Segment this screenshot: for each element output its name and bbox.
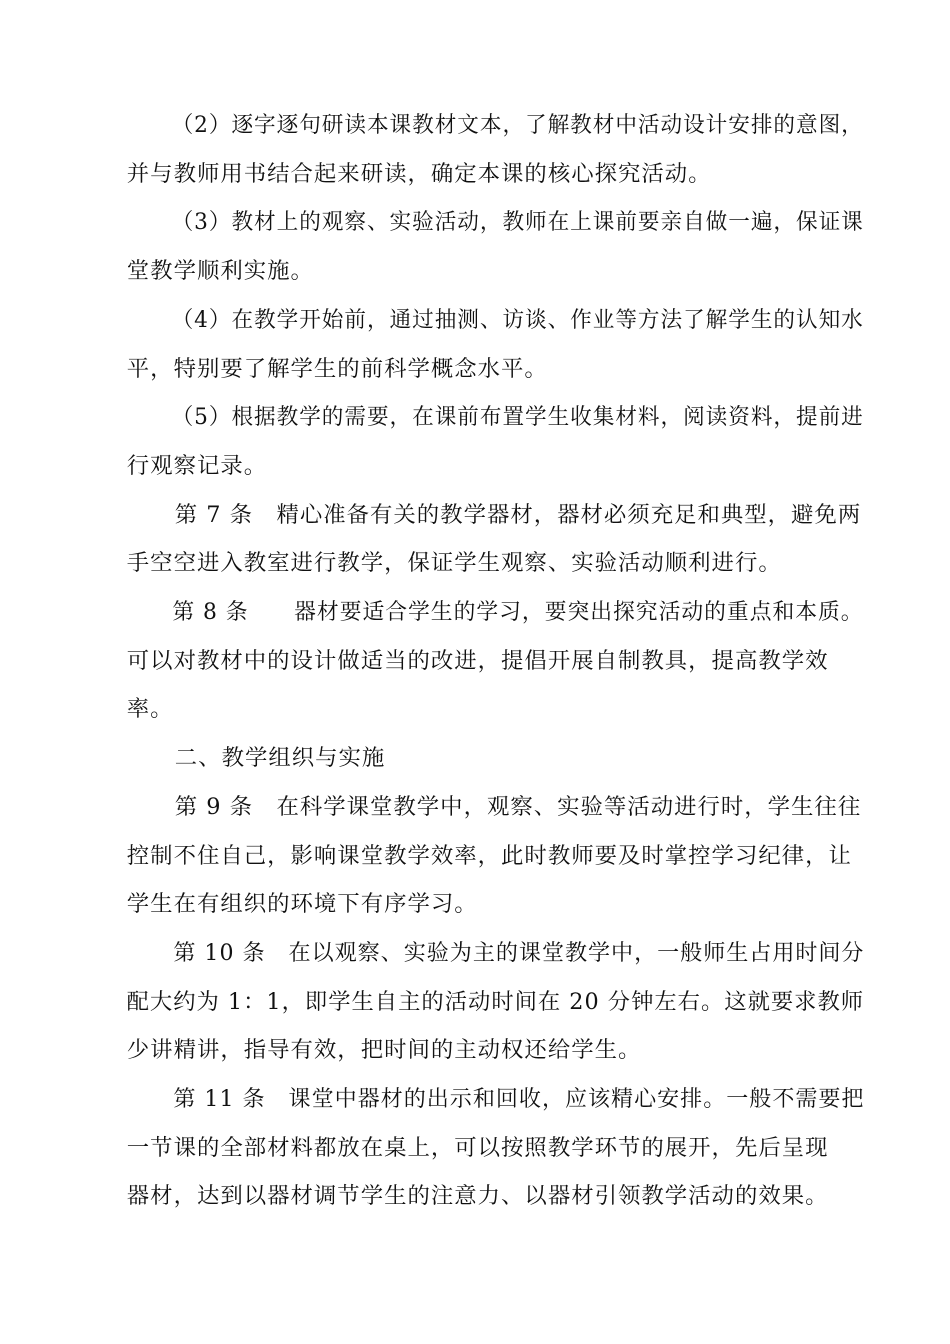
paragraph xyxy=(82,198,864,295)
paragraph-line: 平，特别要了解学生的前科学概念水平。 xyxy=(126,355,548,382)
paragraph-line: （2）逐字逐句研读本课教材文本，了解教材中活动设计安排的意图， xyxy=(171,112,864,138)
paragraph-line: 第 7 条 精心准备有关的教学器材，器材必须充足和典型，避免两 xyxy=(174,501,862,528)
document-body xyxy=(82,101,864,1221)
paragraph-line: 率。 xyxy=(126,696,174,723)
paragraph-line: （5）根据教学的需要，在课前布置学生收集材料，阅读资料，提前进 xyxy=(171,404,864,431)
paragraph-line: 可以对教材中的设计做适当的改进，提倡开展自制教具，提高教学效 xyxy=(126,647,829,674)
paragraph-line: 第 8 条 器材要适合学生的学习，要突出探究活动的重点和本质。 xyxy=(172,599,864,626)
paragraph-line: 堂教学顺利实施。 xyxy=(126,258,314,285)
paragraph xyxy=(82,491,864,588)
paragraph-line: 第 10 条 在以观察、实验为主的课堂教学中，一般师生占用时间分 xyxy=(173,939,865,966)
paragraph-line: 器材，达到以器材调节学生的注意力、以器材引领教学活动的效果。 xyxy=(126,1183,829,1210)
paragraph xyxy=(82,734,864,783)
paragraph xyxy=(82,101,864,198)
paragraph-line: 配大约为 1：1，即学生自主的活动时间在 20 分钟左右。这就要求教师 xyxy=(126,988,865,1015)
paragraph-line: （4）在教学开始前，通过抽测、访谈、作业等方法了解学生的认知水 xyxy=(171,306,864,333)
paragraph-line: 学生在有组织的环境下有序学习。 xyxy=(126,891,478,918)
paragraph-line: 第 9 条 在科学课堂教学中，观察、实验等活动进行时，学生往往 xyxy=(174,793,862,820)
document-page xyxy=(82,101,864,1221)
paragraph xyxy=(82,1075,864,1221)
paragraph xyxy=(82,929,864,1075)
paragraph-line: 手空空进入教室进行教学，保证学生观察、实验活动顺利进行。 xyxy=(126,550,782,577)
paragraph-line: 控制不住自己，影响课堂教学效率，此时教师要及时掌控学习纪律，让 xyxy=(126,842,852,869)
paragraph-line: 并与教师用书结合起来研读，确定本课的核心探究活动。 xyxy=(126,160,712,187)
paragraph-line: 一节课的全部材料都放在桌上，可以按照教学环节的展开，先后呈现 xyxy=(126,1134,829,1161)
paragraph xyxy=(82,393,864,490)
paragraph xyxy=(82,783,864,929)
paragraph-line: 少讲精讲，指导有效，把时间的主动权还给学生。 xyxy=(126,1037,642,1064)
paragraph-line: 二、教学组织与实施 xyxy=(174,745,386,772)
paragraph-line: 行观察记录。 xyxy=(126,452,268,479)
paragraph-line: （3）教材上的观察、实验活动，教师在上课前要亲自做一遍，保证课 xyxy=(171,209,864,236)
paragraph xyxy=(82,588,864,734)
paragraph xyxy=(82,296,864,393)
paragraph-line: 第 11 条 课堂中器材的出示和回收，应该精心安排。一般不需要把 xyxy=(173,1086,865,1113)
